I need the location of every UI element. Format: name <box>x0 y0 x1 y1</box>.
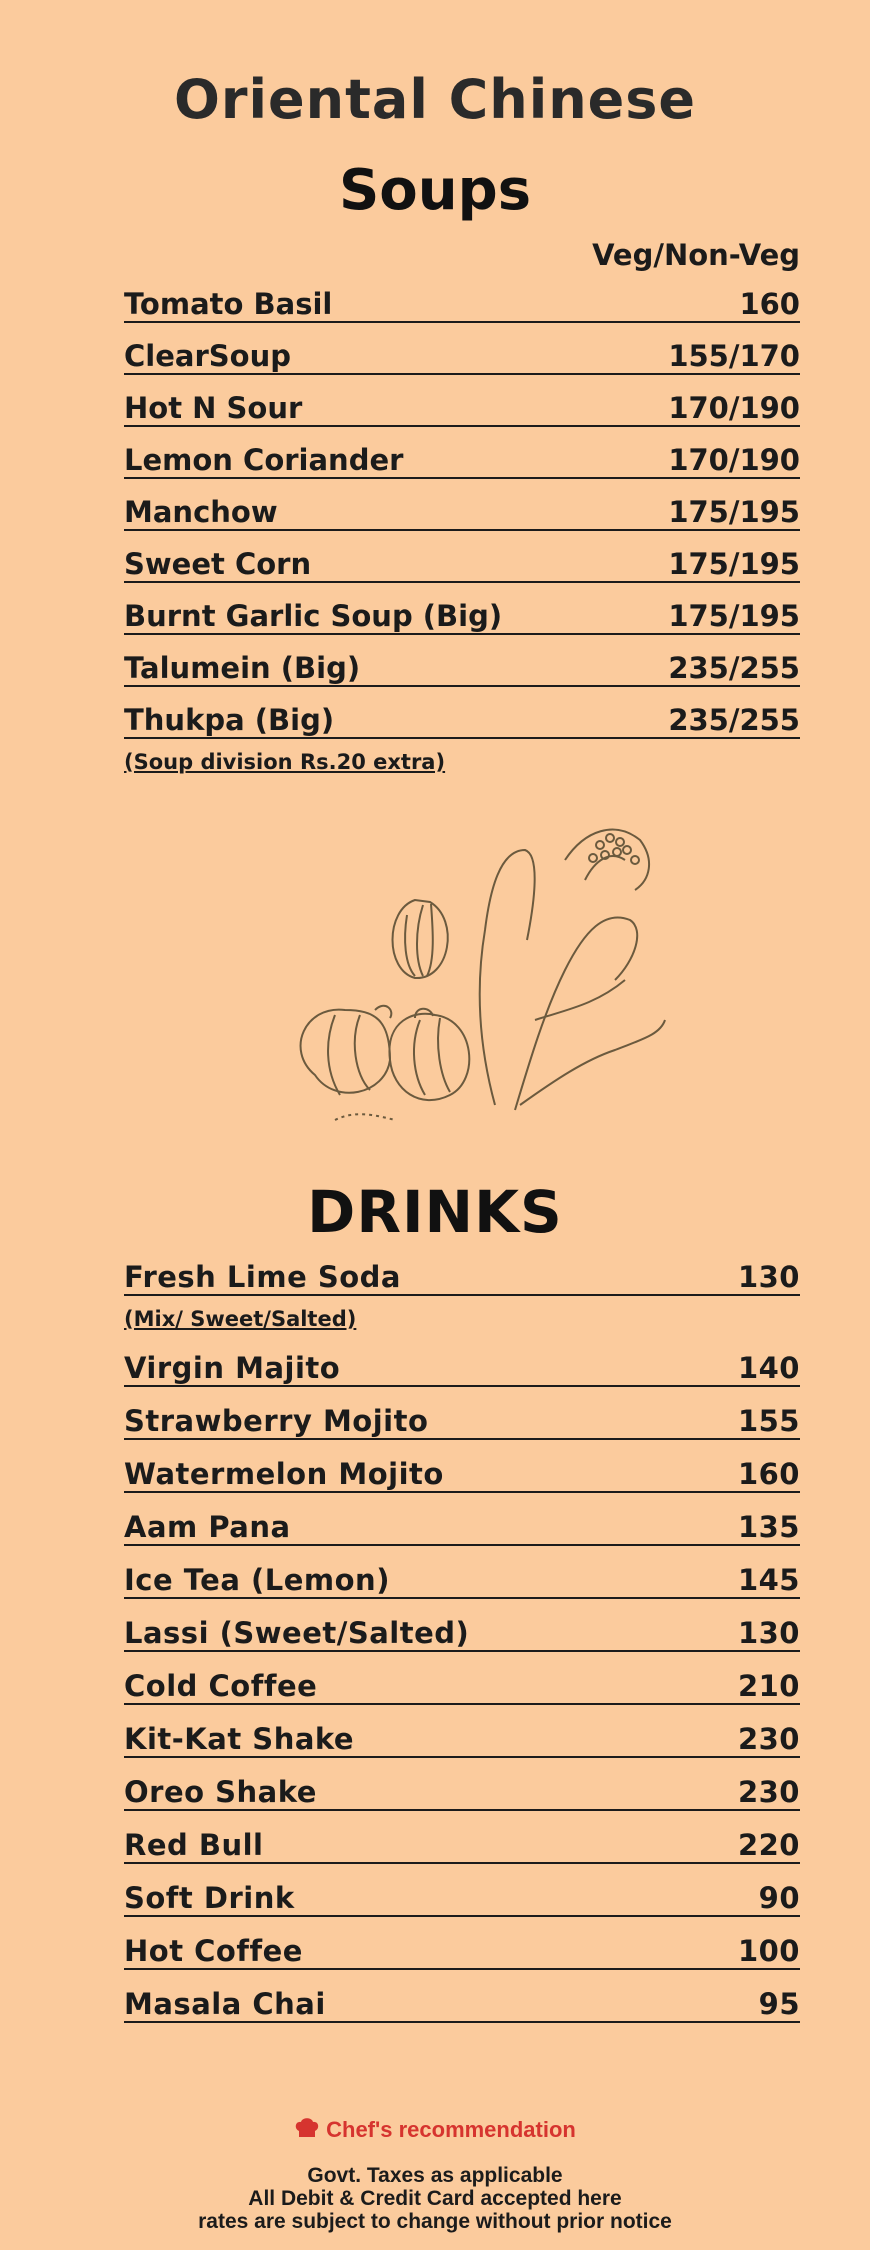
item-name: Virgin Majito <box>124 1351 341 1385</box>
chef-recommendation-label: Chef's recommendation <box>326 2117 576 2142</box>
item-price: 175/195 <box>668 547 800 581</box>
item-price: 235/255 <box>668 651 800 685</box>
drink-list <box>124 1257 800 2037</box>
item-price: 220 <box>737 1828 800 1862</box>
soup-list <box>124 285 800 791</box>
item-price: 160 <box>739 287 800 321</box>
menu-row <box>124 1984 800 2023</box>
taxes-note: Govt. Taxes as applicable <box>307 2164 563 2187</box>
item-price: 175/195 <box>668 599 800 633</box>
item-name: Lemon Coriander <box>124 443 404 477</box>
item-name: Aam Pana <box>124 1510 291 1544</box>
item-price: 155 <box>737 1404 800 1438</box>
menu-row <box>124 1772 800 1811</box>
menu-row <box>124 1454 800 1493</box>
item-name: Red Bull <box>124 1828 264 1862</box>
item-name: Sweet Corn <box>124 547 312 581</box>
item-name: Tomato Basil <box>124 287 333 321</box>
item-name: Fresh Lime Soda <box>124 1260 401 1294</box>
chef-recommendation-legend <box>0 2116 870 2146</box>
item-price: 235/255 <box>668 703 800 737</box>
drinks-heading: DRINKS <box>307 1178 563 1246</box>
item-price: 210 <box>737 1669 800 1703</box>
item-price: 140 <box>737 1351 800 1385</box>
item-name: Kit-Kat Shake <box>124 1722 355 1756</box>
soup-division-note: (Soup division Rs.20 extra) <box>124 750 446 774</box>
item-name: Talumein (Big) <box>124 651 361 685</box>
menu-row <box>124 545 800 583</box>
item-price: 135 <box>737 1510 800 1544</box>
menu-row <box>124 285 800 323</box>
item-price: 175/195 <box>668 495 800 529</box>
menu-row <box>124 337 800 375</box>
item-price: 130 <box>737 1260 800 1294</box>
garlic-clove-icon <box>393 900 448 978</box>
menu-row <box>124 701 800 739</box>
item-name: Hot Coffee <box>124 1934 303 1968</box>
menu-row <box>124 441 800 479</box>
card-note: All Debit & Credit Card accepted here <box>248 2187 622 2210</box>
chef-hat-icon <box>294 2116 320 2146</box>
menu-row <box>124 389 800 427</box>
onion-icon <box>301 1006 392 1095</box>
item-price: 130 <box>737 1616 800 1650</box>
menu-row <box>124 597 800 635</box>
menu-row <box>124 1560 800 1599</box>
item-price: 90 <box>758 1881 800 1915</box>
item-name: Hot N Sour <box>124 391 303 425</box>
soups-heading: Soups <box>338 158 532 223</box>
item-name: Cold Coffee <box>124 1669 318 1703</box>
menu-row <box>124 1257 800 1296</box>
item-name: ClearSoup <box>124 339 291 373</box>
item-name: Manchow <box>124 495 278 529</box>
menu-row <box>124 1401 800 1440</box>
menu-row <box>124 1666 800 1705</box>
item-price: 145 <box>737 1563 800 1597</box>
lime-soda-options: (Mix/ Sweet/Salted) <box>124 1307 357 1331</box>
item-price: 170/190 <box>668 391 800 425</box>
footer-notes <box>0 2164 870 2233</box>
veg-nonveg-header: Veg/Non-Veg <box>592 238 800 272</box>
menu-row <box>124 1719 800 1758</box>
menu-row <box>124 1348 800 1387</box>
menu-row <box>124 493 800 531</box>
item-name: Burnt Garlic Soup (Big) <box>124 599 503 633</box>
item-price: 95 <box>758 1987 800 2021</box>
item-name: Lassi (Sweet/Salted) <box>124 1616 470 1650</box>
onion-garlic-sketch <box>265 820 715 1160</box>
menu-row <box>124 1878 800 1917</box>
item-name: Soft Drink <box>124 1881 295 1915</box>
item-price: 100 <box>737 1934 800 1968</box>
item-name: Masala Chai <box>124 1987 326 2021</box>
leafy-greens-icon <box>480 830 665 1110</box>
menu-row <box>124 649 800 687</box>
item-price: 160 <box>737 1457 800 1491</box>
item-name: Thukpa (Big) <box>124 703 335 737</box>
item-name: Ice Tea (Lemon) <box>124 1563 390 1597</box>
menu-row <box>124 1613 800 1652</box>
item-name: Watermelon Mojito <box>124 1457 444 1491</box>
menu-row <box>124 1825 800 1864</box>
item-name: Oreo Shake <box>124 1775 317 1809</box>
item-price: 170/190 <box>668 443 800 477</box>
item-price: 155/170 <box>668 339 800 373</box>
item-price: 230 <box>737 1722 800 1756</box>
item-price: 230 <box>737 1775 800 1809</box>
menu-row <box>124 1507 800 1546</box>
rates-note: rates are subject to change without prior notice <box>198 2210 672 2233</box>
item-name: Strawberry Mojito <box>124 1404 429 1438</box>
menu-row <box>124 1931 800 1970</box>
onion-icon <box>389 1009 469 1100</box>
page-title: Oriental Chinese <box>173 68 697 131</box>
